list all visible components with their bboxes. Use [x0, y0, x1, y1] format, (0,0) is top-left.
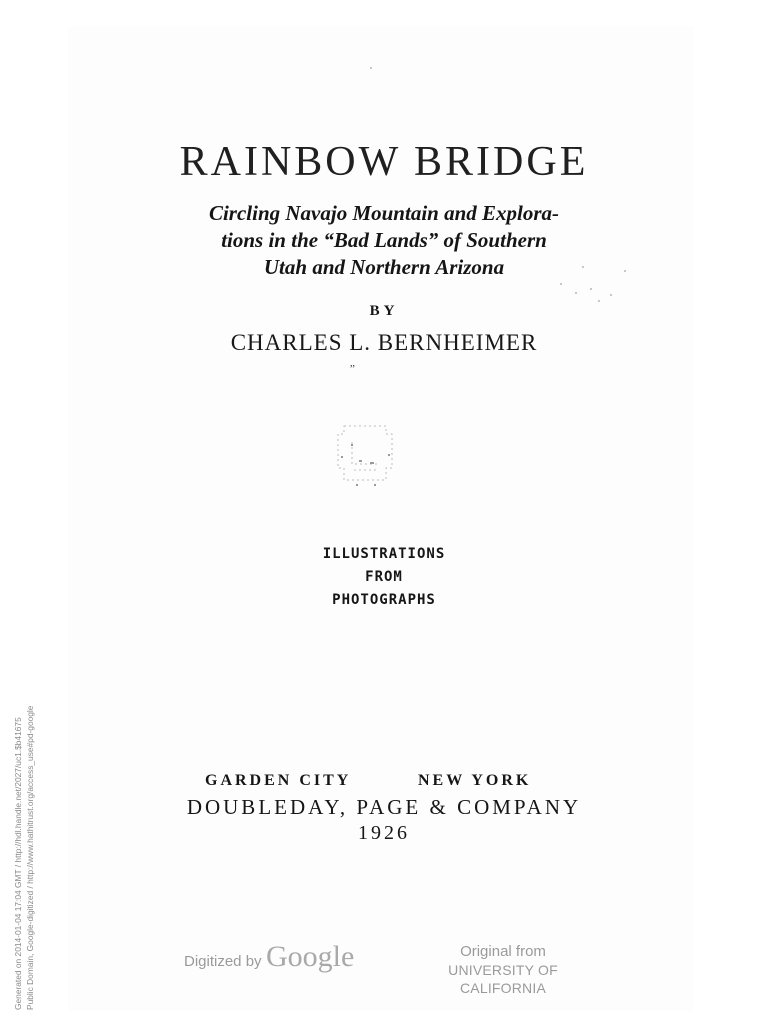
book-title: RAINBOW BRIDGE [179, 139, 589, 185]
digitized-by-google [184, 940, 354, 974]
by-label: BY [369, 303, 399, 319]
digitized-by-label: Digitized by [184, 953, 262, 970]
place-garden-city: GARDEN CITY [205, 772, 352, 789]
scan-speck [560, 283, 562, 285]
sidebar-line-1: Generated on 2014-01-04 17:04 GMT / http://hdl.handle.net/2027/uc1.$b41675 [13, 717, 23, 1010]
illustrations-note [0, 543, 768, 612]
scan-speck [624, 270, 626, 272]
scan-speck [610, 294, 612, 296]
subtitle-line-2: tions in the “Bad Lands” of Southern [221, 228, 547, 252]
scan-speck [582, 266, 584, 268]
subtitle-line-1: Circling Navajo Mountain and Explora- [208, 201, 560, 225]
publication-year: 1926 [358, 822, 410, 844]
hathitrust-sidebar [12, 610, 42, 1010]
scan-speck [575, 292, 577, 294]
scan-speck [598, 300, 600, 302]
publisher-name: DOUBLEDAY, PAGE & COMPANY [186, 795, 582, 819]
original-from-label: Original from [460, 943, 546, 960]
place-new-york: NEW YORK [418, 772, 532, 789]
scan-speck [590, 288, 592, 290]
original-from-block [418, 943, 588, 997]
book-subtitle [0, 200, 768, 281]
sidebar-line-2: Public Domain, Google-digitized / http://www.hathitrust.org/access_use#pd-google [25, 705, 35, 1010]
illustrations-line-1: ILLUSTRATIONS [322, 546, 446, 562]
google-logo: Google [266, 940, 355, 973]
illustrations-line-3: PHOTOGRAPHS [332, 592, 436, 608]
author-name: CHARLES L. BERNHEIMER [230, 330, 538, 355]
subtitle-line-3: Utah and Northern Arizona [263, 255, 505, 279]
scan-speck [370, 67, 372, 69]
publisher-emblem-icon [326, 414, 406, 494]
institution-name: UNIVERSITY OF CALIFORNIA [448, 962, 558, 996]
illustrations-line-2: FROM [365, 569, 403, 585]
ink-mark: ,, [350, 358, 355, 369]
